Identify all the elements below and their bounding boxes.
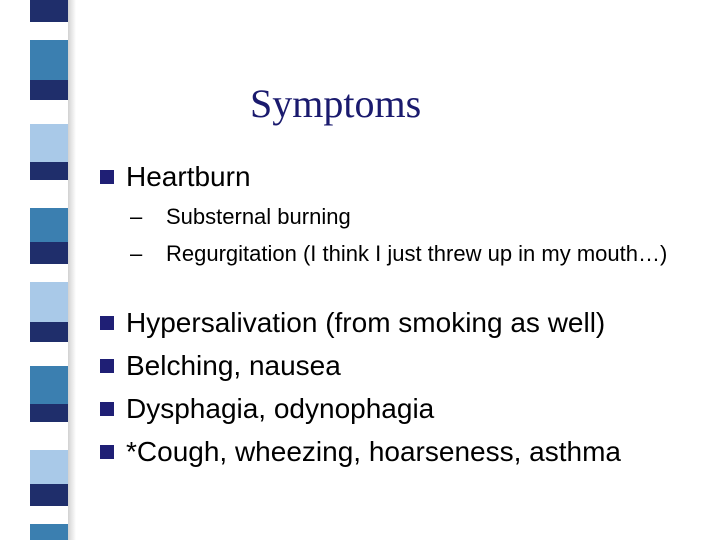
bullet-text: Belching, nausea bbox=[126, 350, 341, 381]
stripe-block bbox=[30, 40, 68, 66]
stripe-block bbox=[30, 322, 68, 342]
dash-icon: – bbox=[130, 204, 143, 229]
bullet-item bbox=[100, 392, 434, 426]
decorative-stripe bbox=[30, 0, 68, 540]
stripe-shadow bbox=[68, 0, 76, 540]
bullet-item bbox=[100, 349, 341, 383]
stripe-block bbox=[30, 208, 68, 222]
stripe-block bbox=[30, 382, 68, 404]
stripe-block bbox=[30, 506, 68, 524]
bullet-text: Dysphagia, odynophagia bbox=[126, 393, 435, 424]
stripe-block bbox=[30, 264, 68, 282]
stripe-block bbox=[30, 180, 68, 208]
stripe-block bbox=[30, 140, 68, 162]
sub-bullet-text: Regurgitation (I think I just threw up in my mouth…) bbox=[166, 241, 668, 266]
stripe-block bbox=[30, 22, 68, 40]
stripe-block bbox=[30, 422, 68, 450]
sub-bullet-text: Substernal burning bbox=[166, 204, 351, 229]
stripe-block bbox=[30, 124, 68, 140]
stripe-block bbox=[30, 0, 68, 22]
stripe-block bbox=[30, 308, 68, 322]
bullet-text: Hypersalivation (from smoking as well) bbox=[126, 307, 606, 338]
slide-title: Symptoms bbox=[250, 81, 422, 126]
square-bullet-icon bbox=[100, 170, 114, 184]
square-bullet-icon bbox=[100, 316, 114, 330]
bullet-item bbox=[100, 435, 621, 469]
stripe-block bbox=[30, 282, 68, 308]
bullet-item bbox=[100, 306, 605, 340]
stripe-block bbox=[30, 404, 68, 422]
square-bullet-icon bbox=[100, 359, 114, 373]
sub-bullet-item bbox=[130, 240, 690, 267]
stripe-block bbox=[30, 342, 68, 366]
stripe-block bbox=[30, 464, 68, 484]
bullet-item bbox=[100, 160, 251, 194]
stripe-block bbox=[30, 524, 68, 540]
stripe-block bbox=[30, 66, 68, 80]
stripe-block bbox=[30, 242, 68, 264]
square-bullet-icon bbox=[100, 445, 114, 459]
stripe-block bbox=[30, 222, 68, 242]
stripe-block bbox=[30, 80, 68, 100]
square-bullet-icon bbox=[100, 402, 114, 416]
stripe-block bbox=[30, 450, 68, 464]
dash-icon: – bbox=[130, 241, 143, 266]
stripe-block bbox=[30, 484, 68, 506]
bullet-text: Heartburn bbox=[126, 161, 251, 192]
stripe-block bbox=[30, 162, 68, 180]
sub-bullet-item bbox=[130, 203, 690, 230]
bullet-text: *Cough, wheezing, hoarseness, asthma bbox=[126, 436, 621, 467]
stripe-block bbox=[30, 366, 68, 382]
stripe-block bbox=[30, 100, 68, 124]
